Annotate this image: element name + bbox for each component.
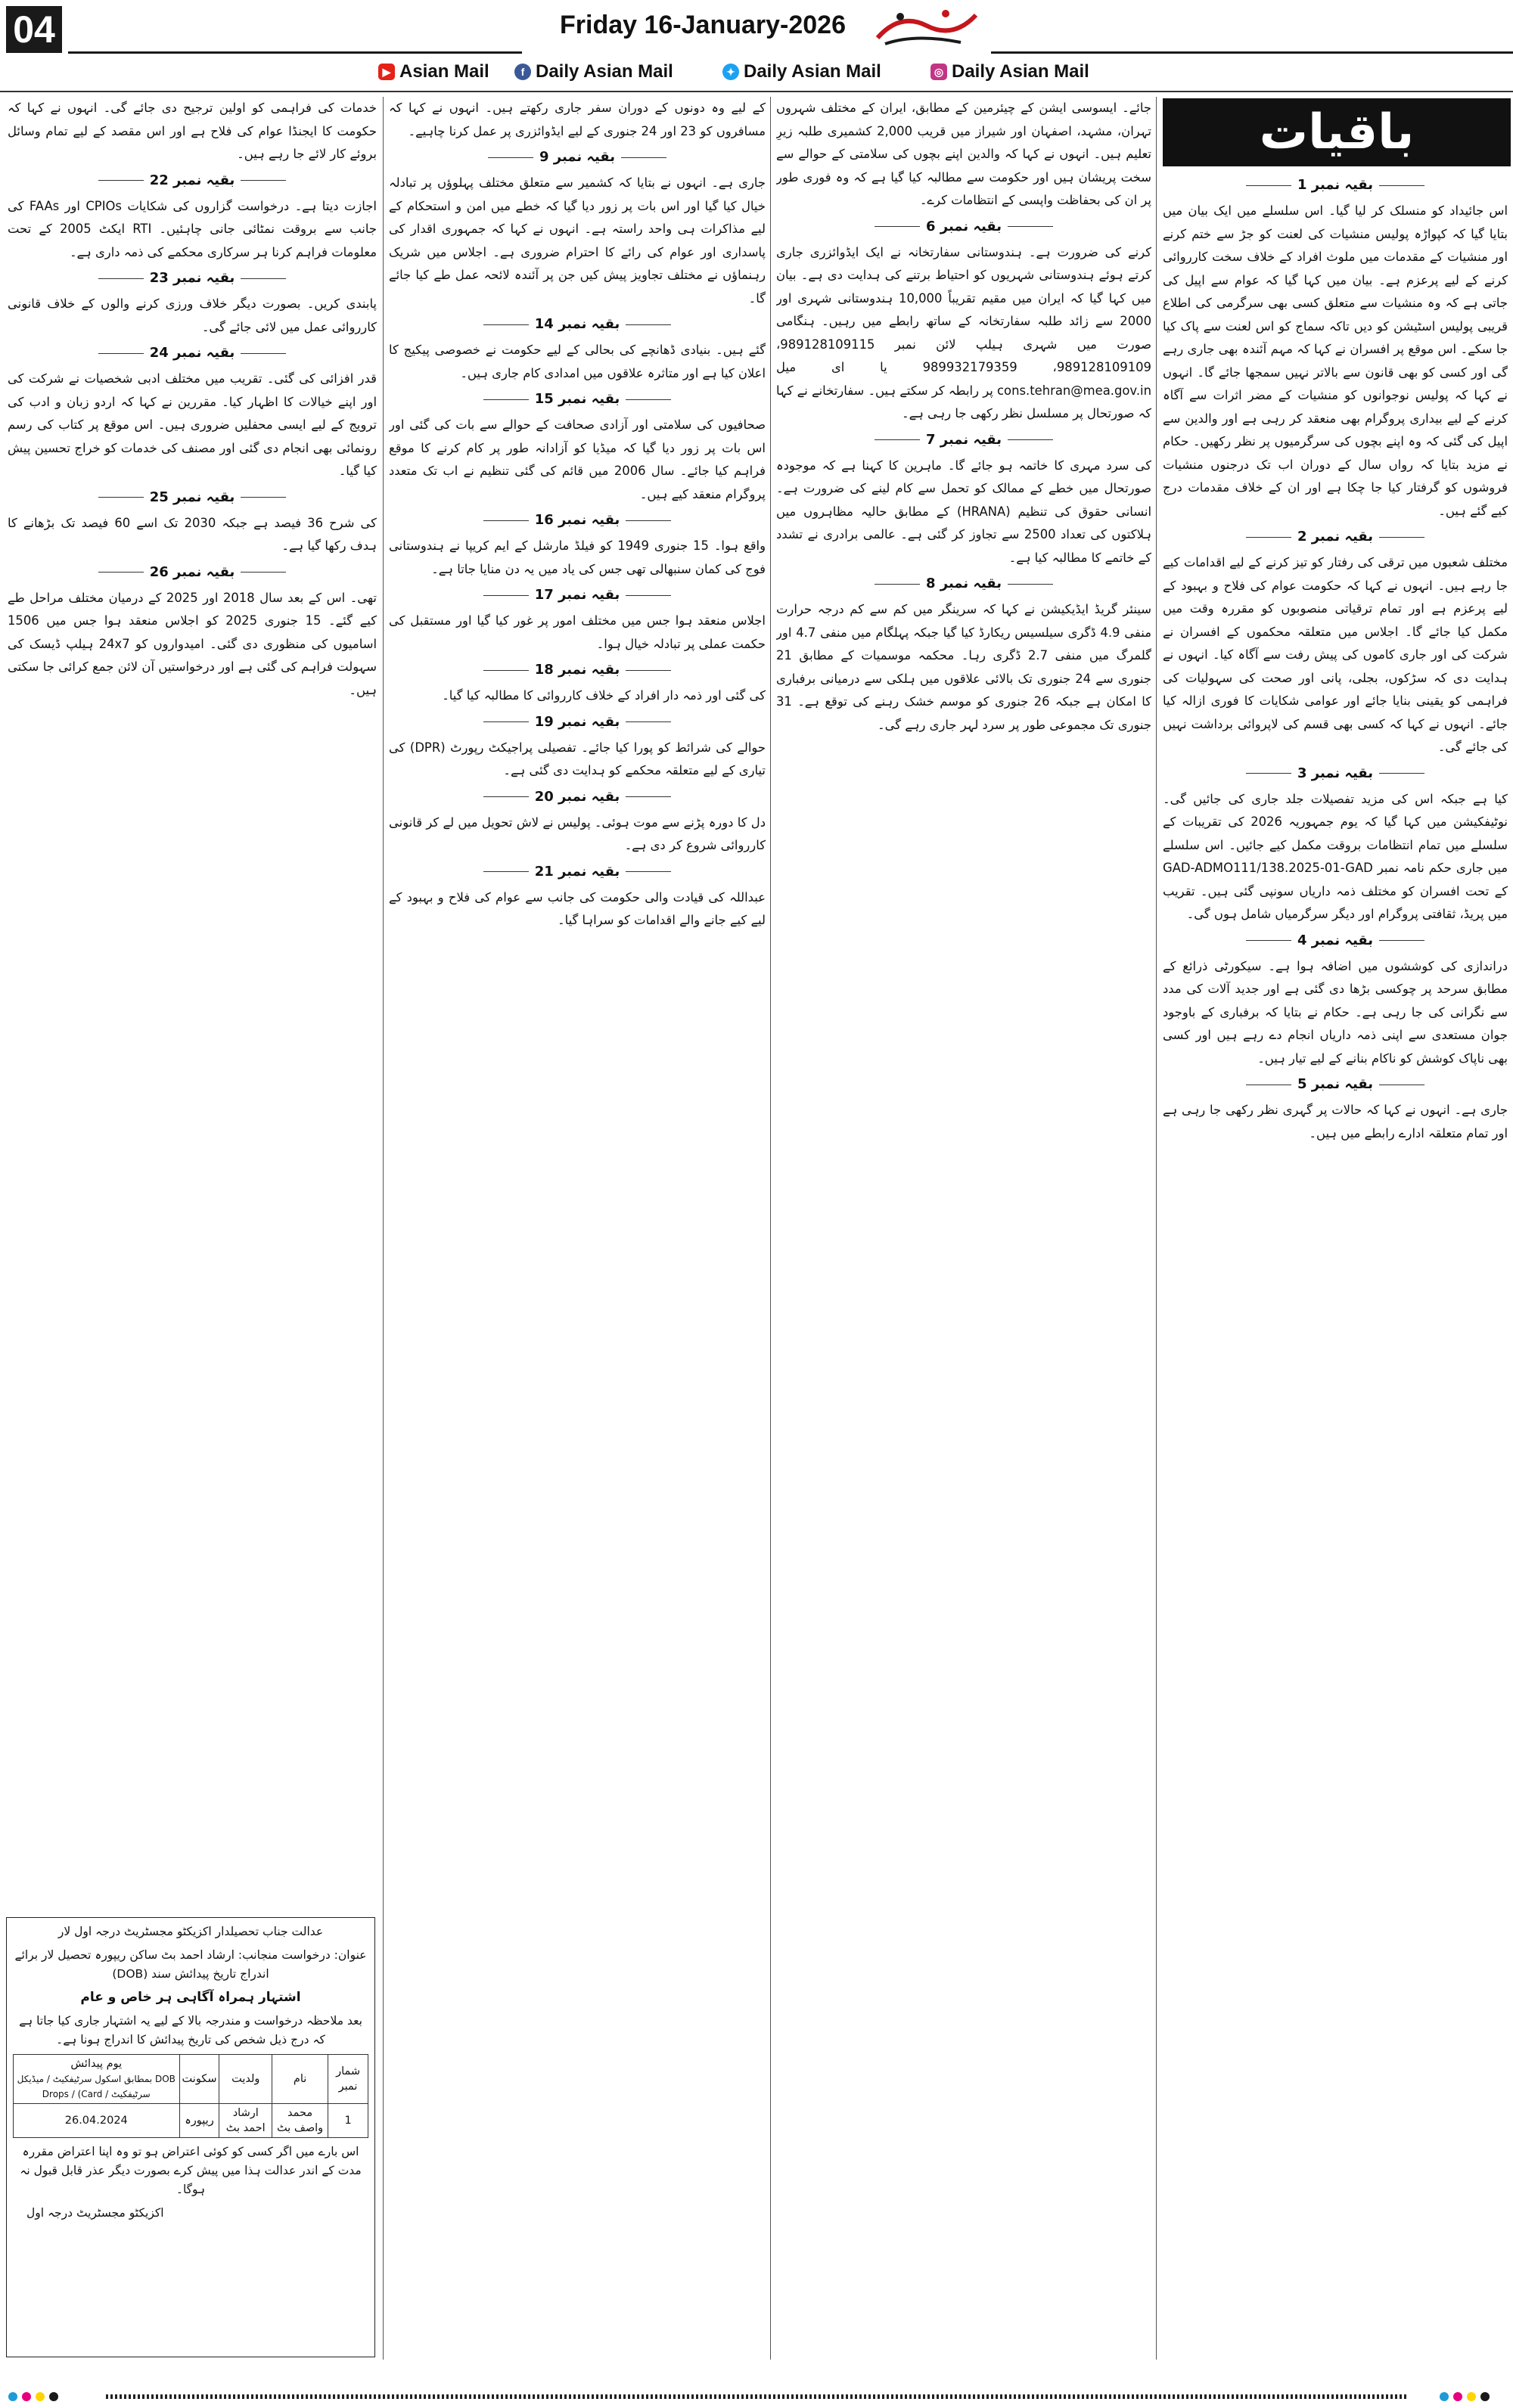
article-text: کی سرد مہری کا خاتمہ ہو جائے گا۔ ماہرین کا کہنا ہے کہ موجودہ صورتحال میں خطے کے ممالک کو تحمل سے کام لینے کی ضرورت ہے۔ انسانی حقوق کی تنظیم (HRANA) کے مطابق حالیہ مظاہروں میں ہلاکتوں کی تعداد 2500 سے تجاوز کر گئی ہے۔ عالمی برادری نے تشدد کے خاتمے کا مطالبہ کیا ہے۔ xyxy=(776,458,1151,565)
color-registration-dots xyxy=(1437,2392,1492,2401)
bottom-stripe xyxy=(106,2394,1407,2399)
social-youtube[interactable] xyxy=(378,59,489,85)
color-dot xyxy=(1440,2392,1449,2401)
section-masthead: باقیات xyxy=(1163,98,1511,166)
twitter-icon: ✦ xyxy=(722,64,739,80)
social-twitter[interactable] xyxy=(722,59,881,85)
section-heading: بقیہ نمبر 16 xyxy=(389,509,766,532)
social-facebook[interactable] xyxy=(514,59,673,85)
social-instagram-label: Daily Asian Mail xyxy=(952,61,1089,82)
color-dot xyxy=(22,2392,31,2401)
notice-headline: اشتہار ہمراہ آگاہی ہر خاص و عام xyxy=(80,1990,301,2005)
color-dot xyxy=(8,2392,17,2401)
section-heading: بقیہ نمبر 25 xyxy=(8,486,377,509)
column-divider xyxy=(770,97,771,2360)
column-2 xyxy=(776,97,1151,2382)
section-heading: بقیہ نمبر 23 xyxy=(8,267,377,290)
table-header: شمار نمبر xyxy=(328,2055,368,2104)
header-bottom-rule xyxy=(0,91,1513,92)
article-text: سینئر گریڈ ایڈیکیشن نے کہا کہ سرینگر میں کم سے کم درجہ حرارت منفی 4.9 ڈگری سیلسیس ریکارڈ کیا گیا جبکہ پہلگام میں منفی 4.7 اور گلمرگ میں منفی 2.7 ڈگری رہا۔ محکمہ موسمیات کے مطابق 21 جنوری سے 24 جنوری تک بالائی علاقوں میں ہلکی سے درمیانی برفباری کا امکان ہے جبکہ 26 جنوری کو موسم خشک رہنے کی توقع ہے۔ 31 جنوری تک مجموعی طور پر سرد لہر جاری رہے گی۔ xyxy=(776,602,1151,732)
article-text: کرنے کی ضرورت ہے۔ ہندوستانی سفارتخانہ نے ایک ایڈوائزری جاری کرتے ہوئے ہندوستانی شہریوں کو احتیاط برتنے کی ہدایت دی ہے۔ بیان میں کہا گیا کہ ایران میں مقیم تقریباً 10,000 ہندوستانی شہری اور 2000 سے زائد طلبہ سفارتخانہ کے ساتھ رابطے میں رہیں۔ ہنگامی صورت میں شہری ہیلپ لائن نمبر 989128109115، 989128109109، 989932179359 یا ای میل cons.tehran@mea.gov.in پر رابطہ کر سکتے ہیں۔ سفارتخانے نے کہا کہ صورتحال پر مسلسل نظر رکھی جا رہی ہے۔ xyxy=(776,244,1151,420)
article-text: کیا ہے جبکہ اس کی مزید تفصیلات جلد جاری کی جائیں گی۔ نوٹیفکیشن میں کہا گیا کہ یوم جمہوریہ 2026 کی تقریبات کے سلسلے میں تمام انتظامات بروقت مکمل کیے جائیں۔ اس سلسلے میں جاری حکم نامہ نمبر GAD-ADMO111/138.2025-01-GAD کے تحت افسران کو مختلف ذمہ داریاں سونپی گئی ہیں۔ تقریب میں پریڈ، ثقافتی پروگرام اور دیگر سرگرمیاں شامل ہوں گی۔ xyxy=(1163,791,1508,921)
table-header: یوم پیدائش DOB بمطابق اسکول سرٹیفکیٹ / میڈیکل سرٹیفکیٹ / Drops / (Card xyxy=(14,2055,180,2104)
notice-body: بعد ملاحظہ درخواست و مندرجہ بالا کے لیے یہ اشتہار جاری کیا جاتا ہے کہ درج ذیل شخص کی تاریخ پیدائش کا اندراج ہونا ہے۔ xyxy=(19,2014,362,2046)
legal-notice xyxy=(6,1917,375,2357)
column-divider xyxy=(383,97,384,2360)
section-heading: بقیہ نمبر 26 xyxy=(8,561,377,584)
column-divider xyxy=(1156,97,1157,2360)
notice-court: عدالت جناب تحصیلدار اکزیکٹو مجسٹریٹ درجہ اول لار xyxy=(57,1925,324,1938)
table-cell: 1 xyxy=(328,2104,368,2138)
article-text: واقع ہوا۔ 15 جنوری 1949 کو فیلڈ مارشل کے ایم کریپا نے ہندوستانی فوج کی کمان سنبھالی تھی جس کی یاد میں یہ دن منایا جاتا ہے۔ xyxy=(389,538,766,576)
article-text: دل کا دورہ پڑنے سے موت ہوئی۔ پولیس نے لاش تحویل میں لے کر قانونی کارروائی شروع کر دی ہے۔ xyxy=(389,815,766,852)
header-rule-right xyxy=(991,51,1513,54)
article-text: مختلف شعبوں میں ترقی کی رفتار کو تیز کرنے کے لیے اقدامات کیے جا رہے ہیں۔ انہوں نے کہا کہ حکومت عوام کی فلاح و بہبود کے لیے پرعزم ہے اور تمام ترقیاتی منصوبوں کو مقررہ وقت میں مکمل کیا جائے گا۔ اجلاس میں متعلقہ محکموں کے افسران نے شرکت کی اور جاری کاموں کی پیش رفت سے آگاہ کیا۔ انہوں نے ہدایت دی کہ سڑکوں، بجلی، پانی اور صحت کی سہولیات کی فراہمی کو یقینی بنایا جائے اور عوامی شکایات کا فوری ازالہ کیا جائے۔ انہوں نے کہا کہ کسی بھی قسم کی لاپروائی برداشت نہیں کی جائے گی۔ xyxy=(1163,555,1508,754)
article-text: اجلاس منعقد ہوا جس میں مختلف امور پر غور کیا گیا اور مستقبل کی حکمت عملی پر تبادلہ خیال ہوا۔ xyxy=(389,613,766,651)
facebook-icon: f xyxy=(514,64,531,80)
section-heading: بقیہ نمبر 1 xyxy=(1163,174,1508,197)
notice-subject: عنوان: درخواست منجانب: ارشاد احمد بٹ ساکن ریپورہ تحصیل لار برائے اندراج تاریخ پیدائش سند (DOB) xyxy=(14,1948,367,1981)
table-cell: 26.04.2024 xyxy=(14,2104,180,2138)
social-facebook-label: Daily Asian Mail xyxy=(536,61,673,82)
table-cell: ارشاد احمد بٹ xyxy=(219,2104,272,2138)
section-heading: بقیہ نمبر 22 xyxy=(8,169,377,192)
color-registration-dots xyxy=(6,2392,61,2401)
article-text: جاری ہے۔ انہوں نے بتایا کہ کشمیر سے متعلق مختلف پہلوؤں پر تبادلہ خیال کیا گیا اور اس بات پر زور دیا گیا کہ خطے میں امن و استحکام کے لیے مذاکرات ہی واحد راستہ ہے۔ انہوں نے کہا کہ جمہوری اقدار کی پاسداری اور عوام کی رائے کا احترام ضروری ہے۔ اجلاس میں شریک رہنماؤں نے مختلف تجاویز پیش کیں جن پر آئندہ لائحہ عمل طے کیا جائے گا۔ xyxy=(389,175,766,306)
article-text: عبداللہ کی قیادت والی حکومت کی جانب سے عوام کی فلاح و بہبود کے لیے کیے جانے والے اقدامات کو سراہا گیا۔ xyxy=(389,889,766,927)
section-heading: بقیہ نمبر 18 xyxy=(389,659,766,681)
notice-table xyxy=(13,2054,368,2138)
newspaper-logo xyxy=(870,3,983,50)
color-dot xyxy=(1467,2392,1476,2401)
page-number: 04 xyxy=(6,6,62,53)
color-dot xyxy=(1453,2392,1462,2401)
article-text: اس جائیداد کو منسلک کر لیا گیا۔ اس سلسلے میں ایک بیان میں بتایا گیا کہ کپواڑہ پولیس منشیات کی لعنت کو جڑ سے ختم کرنے اور منشیات کے مقدمات میں ملوث افراد کے خلاف سخت کارروائی کرنے کے لیے پرعزم ہے۔ بیان میں کہا گیا کہ عوام سے اپیل کی جاتی ہے کہ وہ منشیات سے متعلق کسی بھی سرگرمی کی اطلاع قریبی پولیس اسٹیشن کو دیں تاکہ سماج کو اس لعنت سے پاک کیا جا سکے۔ اس موقع پر افسران نے کہا کہ مہم آئندہ بھی جاری رہے گی اور کسی کو بھی قانون سے بالاتر نہیں سمجھا جائے گا۔ انہوں نے کہا کہ پولیس نوجوانوں کو منشیات کے مضر اثرات سے آگاہ کرنے کے لیے بیداری پروگرام بھی منعقد کر رہی ہے اور والدین سے اپیل کی گئی کہ وہ اپنے بچوں کی سرگرمیوں پر نظر رکھیں۔ حکام نے مزید بتایا کہ رواں سال کے دوران اب تک درجنوں منشیات فروشوں کو گرفتار کیا جا چکا ہے اور ان کے خلاف مقدمات درج کیے گئے ہیں۔ xyxy=(1163,203,1508,518)
page-header xyxy=(0,0,1513,53)
section-heading: بقیہ نمبر 17 xyxy=(389,584,766,607)
table-row xyxy=(14,2104,368,2138)
article-text: دراندازی کی کوششوں میں اضافہ ہوا ہے۔ سیکورٹی ذرائع کے مطابق سرحد پر چوکسی بڑھا دی گئی ہے اور جدید آلات کی مدد سے نگرانی کی جا رہی ہے۔ حکام نے بتایا کہ برفباری کے باوجود جوان مستعدی سے اپنی ذمہ داریاں انجام دے رہے ہیں اور کسی بھی ناپاک کوشش کو ناکام بنانے کے لیے تیار ہیں۔ xyxy=(1163,958,1508,1066)
youtube-icon: ▶ xyxy=(378,64,395,80)
section-heading: بقیہ نمبر 3 xyxy=(1163,762,1508,785)
section-heading: بقیہ نمبر 14 xyxy=(389,313,766,336)
article-text: تھی۔ اس کے بعد سال 2018 اور 2025 کے درمیان مختلف مراحل طے کیے گئے۔ 15 جنوری 2025 کو اجلاس منعقد ہوا جس میں 1506 اسامیوں کی منظوری دی گئی۔ امیدواروں کو 24x7 ہیلپ ڈیسک کی سہولت فراہم کی گئی ہے اور درخواستیں آن لائن جمع کرائی جا سکتی ہیں۔ xyxy=(8,590,377,697)
table-header: سکونت xyxy=(179,2055,219,2104)
article-text: اجازت دیتا ہے۔ درخواست گزاروں کی شکایات CPIOs اور FAAs کی جانب سے بروقت نمٹائی جانی چاہئیں۔ RTI ایکٹ 2005 کے تحت معلومات فراہم کرنا ہر سرکاری محکمے کی ذمہ داری ہے۔ xyxy=(8,198,377,259)
article-text: کی گئی اور ذمہ دار افراد کے خلاف کارروائی کا مطالبہ کیا گیا۔ xyxy=(442,688,766,703)
column-1 xyxy=(1163,171,1508,2382)
header-rule-left xyxy=(68,51,522,54)
article-text: قدر افزائی کی گئی۔ تقریب میں مختلف ادبی شخصیات نے شرکت کی اور اپنے خیالات کا اظہار کیا۔ مقررین نے کہا کہ اردو زبان و ادب کی ترویج کے لیے ایسی محفلیں ضروری ہیں۔ اس موقع پر کتاب کی رسم رونمائی بھی انجام دی گئی اور مصنف کی خدمات کو خراج تحسین پیش کیا گیا۔ xyxy=(8,371,377,478)
article-text: حوالے کی شرائط کو پورا کیا جائے۔ تفصیلی پراجیکٹ رپورٹ (DPR) کی تیاری کے لیے متعلقہ محکمے کو ہدایت دی گئی ہے۔ xyxy=(389,740,766,777)
section-heading: بقیہ نمبر 4 xyxy=(1163,929,1508,952)
section-heading: بقیہ نمبر 15 xyxy=(389,388,766,411)
section-heading: بقیہ نمبر 20 xyxy=(389,786,766,808)
column-3 xyxy=(389,97,766,2382)
column-4 xyxy=(8,97,377,1912)
article-text: صحافیوں کی سلامتی اور آزادی صحافت کے حوالے سے بات کی گئی اور اس بات پر زور دیا گیا کہ میڈیا کو آزادانہ طور پر کام کرنے کا موقع فراہم کیا جائے۔ سال 2006 میں قائم کی گئی تنظیم نے اب تک متعدد پروگرام منعقد کیے ہیں۔ xyxy=(389,417,766,501)
notice-signature: اکزیکٹو مجسٹریٹ درجہ اول xyxy=(26,2206,164,2220)
instagram-icon: ◎ xyxy=(930,64,947,80)
social-youtube-label: Asian Mail xyxy=(399,61,489,82)
social-instagram[interactable] xyxy=(930,59,1089,85)
table-header: نام xyxy=(272,2055,328,2104)
section-heading: بقیہ نمبر 8 xyxy=(776,573,1151,595)
table-cell: محمد واصف بٹ xyxy=(272,2104,328,2138)
section-heading: بقیہ نمبر 2 xyxy=(1163,526,1508,548)
article-text: پابندی کریں۔ بصورت دیگر خلاف ورزی کرنے والوں کے خلاف قانونی کارروائی عمل میں لائی جائے گی۔ xyxy=(8,296,377,334)
section-heading: بقیہ نمبر 21 xyxy=(389,861,766,883)
notice-footer: اس بارے میں اگر کسی کو کوئی اعتراض ہو تو وہ اپنا اعتراض مقررہ مدت کے اندر عدالت ہذا میں پیش کرے بصورت دیگر عذر قابل قبول نہ ہوگا۔ xyxy=(20,2145,362,2196)
color-dot xyxy=(49,2392,58,2401)
article-text: کی شرح 36 فیصد ہے جبکہ 2030 تک اسے 60 فیصد تک بڑھانے کا ہدف رکھا گیا ہے۔ xyxy=(8,515,377,553)
article-text: جائے۔ ایسوسی ایشن کے چیئرمین کے مطابق، ایران کے مختلف شہروں تہران، مشہد، اصفہان اور شیراز میں قریب 2,000 کشمیری طلبہ زیرِ تعلیم ہیں۔ انہوں نے کہا کہ والدین اپنے بچوں کی سلامتی کے حوالے سے سخت پریشان ہیں اور حکومت سے مطالبہ کیا گیا ہے کہ وہ فوری طور پر ان کی بحفاظت واپسی کے انتظامات کرے۔ xyxy=(776,101,1151,207)
article-text: جاری ہے۔ انہوں نے کہا کہ حالات پر گہری نظر رکھی جا رہی ہے اور تمام متعلقہ ادارے رابطے میں ہیں۔ xyxy=(1163,1103,1508,1140)
section-heading: بقیہ نمبر 6 xyxy=(776,216,1151,238)
article-text: گئے ہیں۔ بنیادی ڈھانچے کی بحالی کے لیے حکومت نے خصوصی پیکیج کا اعلان کیا ہے اور متاثرہ علاقوں میں امدادی کام جاری ہیں۔ xyxy=(389,343,766,380)
color-dot xyxy=(1480,2392,1490,2401)
color-dot xyxy=(36,2392,45,2401)
issue-date: Friday 16-January-2026 xyxy=(560,11,846,39)
section-heading: بقیہ نمبر 19 xyxy=(389,711,766,734)
section-heading: بقیہ نمبر 9 xyxy=(389,146,766,169)
section-heading: بقیہ نمبر 24 xyxy=(8,342,377,365)
article-text: خدمات کی فراہمی کو اولین ترجیح دی جائے گی۔ انہوں نے کہا کہ حکومت کا ایجنڈا عوام کی فلاح ہے اور اس مقصد کے لیے تمام وسائل بروئے کار لائے جا رہے ہیں۔ xyxy=(8,101,377,161)
social-twitter-label: Daily Asian Mail xyxy=(744,61,881,82)
section-heading: بقیہ نمبر 7 xyxy=(776,429,1151,452)
table-cell: ریپورہ xyxy=(179,2104,219,2138)
table-header: ولدیت xyxy=(219,2055,272,2104)
article-text: کے لیے وہ دونوں کے دوران سفر جاری رکھتے ہیں۔ انہوں نے کہا کہ مسافروں کو 23 اور 24 جنوری کے لیے ایڈوائزری پر عمل کرنا چاہیے۔ xyxy=(389,101,766,138)
section-heading: بقیہ نمبر 5 xyxy=(1163,1073,1508,1096)
